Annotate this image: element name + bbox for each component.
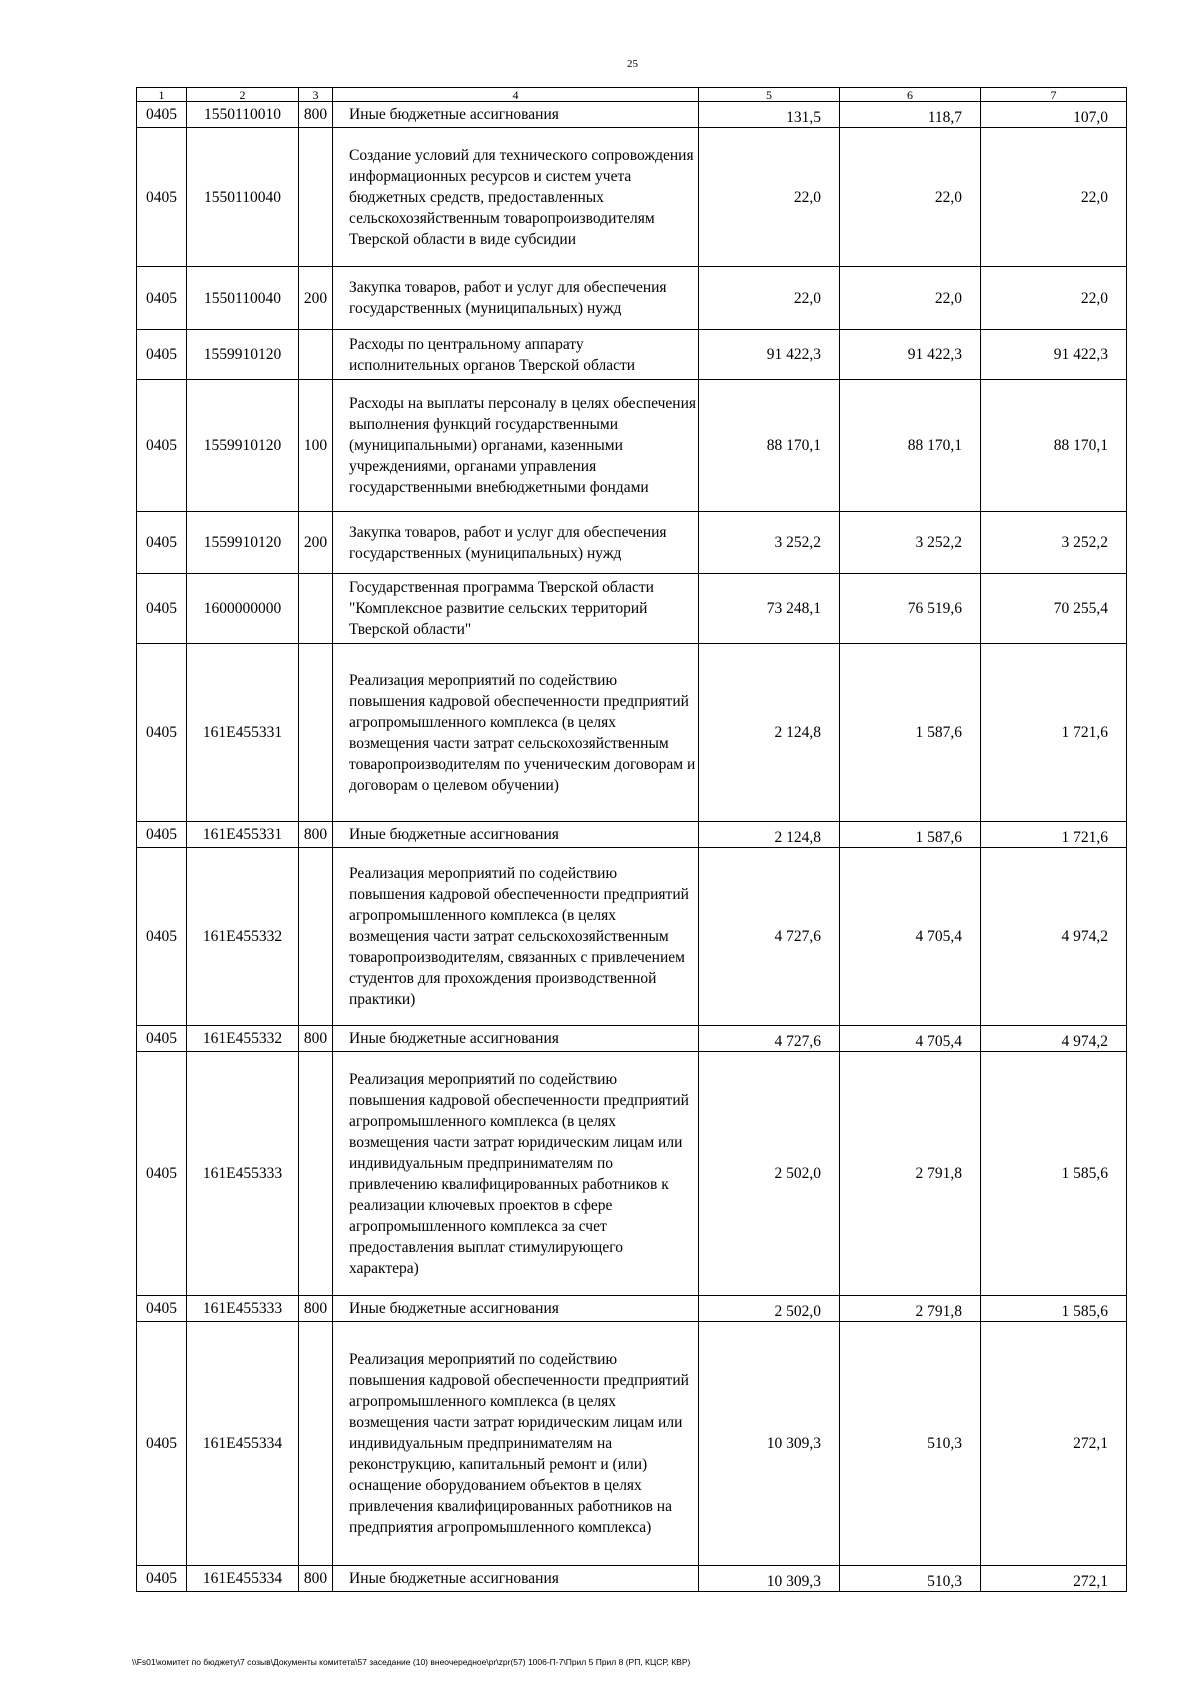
description-cell: Иные бюджетные ассигнования (333, 102, 699, 128)
section-cell: 0405 (137, 1322, 187, 1566)
table-row (137, 574, 1127, 644)
description-cell: Государственная программа Тверской области "Комплексное развитие сельских территорий Тверской области" (333, 574, 699, 644)
value-col6-cell: 4 705,4 (840, 1026, 981, 1052)
table-row (137, 644, 1127, 822)
description-cell: Иные бюджетные ассигнования (333, 822, 699, 848)
description-cell: Закупка товаров, работ и услуг для обеспечения государственных (муниципальных) нужд (333, 267, 699, 330)
type-cell (299, 574, 333, 644)
description-cell: Реализация мероприятий по содействию повышения кадровой обеспеченности предприятий агропромышленного комплекса (в целях возмещения части затрат юридическим лицам или индивидуальным предпринимателям на реконструкцию, капитальный ремонт и (или) оснащение оборудованием объектов в целях привлечения квалифицированных работников на предприятия агропромышленного комплекса) (333, 1322, 699, 1566)
section-cell: 0405 (137, 128, 187, 267)
value-col7-cell: 22,0 (981, 128, 1127, 267)
value-col7-cell: 4 974,2 (981, 848, 1127, 1026)
table-row (137, 330, 1127, 380)
value-col5-cell: 2 124,8 (699, 822, 840, 848)
section-cell: 0405 (137, 330, 187, 380)
code-cell: 161E455333 (187, 1052, 299, 1296)
value-col5-cell: 4 727,6 (699, 1026, 840, 1052)
value-col7-cell: 107,0 (981, 102, 1127, 128)
section-cell: 0405 (137, 267, 187, 330)
value-col7-cell: 70 255,4 (981, 574, 1127, 644)
section-cell: 0405 (137, 848, 187, 1026)
value-col5-cell: 10 309,3 (699, 1566, 840, 1592)
table-row (137, 512, 1127, 574)
header-cell-3: 3 (299, 88, 333, 102)
type-cell: 100 (299, 380, 333, 512)
value-col5-cell: 2 502,0 (699, 1296, 840, 1322)
type-cell: 200 (299, 512, 333, 574)
value-col7-cell: 1 721,6 (981, 644, 1127, 822)
header-cell-6: 6 (840, 88, 981, 102)
description-cell: Иные бюджетные ассигнования (333, 1296, 699, 1322)
description-cell: Иные бюджетные ассигнования (333, 1566, 699, 1592)
section-cell: 0405 (137, 380, 187, 512)
description-cell: Реализация мероприятий по содействию повышения кадровой обеспеченности предприятий агропромышленного комплекса (в целях возмещения части затрат сельскохозяйственным товаропроизводителям по ученическим договорам и договорам о целевом обучении) (333, 644, 699, 822)
section-cell: 0405 (137, 1052, 187, 1296)
header-cell-7: 7 (981, 88, 1127, 102)
value-col7-cell: 272,1 (981, 1322, 1127, 1566)
type-cell: 200 (299, 267, 333, 330)
description-cell: Иные бюджетные ассигнования (333, 1026, 699, 1052)
value-col6-cell: 76 519,6 (840, 574, 981, 644)
table-row (137, 1566, 1127, 1592)
table-row (137, 267, 1127, 330)
value-col7-cell: 1 585,6 (981, 1296, 1127, 1322)
type-cell (299, 330, 333, 380)
code-cell: 1550110040 (187, 267, 299, 330)
table-row (137, 1322, 1127, 1566)
type-cell (299, 128, 333, 267)
code-cell: 1559910120 (187, 512, 299, 574)
value-col6-cell: 510,3 (840, 1566, 981, 1592)
description-cell: Расходы по центральному аппарату исполнительных органов Тверской области (333, 330, 699, 380)
description-cell: Расходы на выплаты персоналу в целях обеспечения выполнения функций государственными (муниципальными) органами, казенными учреждениями, органами управления государственными внебюджетными фондами (333, 380, 699, 512)
value-col6-cell: 22,0 (840, 267, 981, 330)
value-col6-cell: 1 587,6 (840, 644, 981, 822)
header-cell-4: 4 (333, 88, 699, 102)
code-cell: 161E455332 (187, 1026, 299, 1052)
section-cell: 0405 (137, 574, 187, 644)
value-col6-cell: 3 252,2 (840, 512, 981, 574)
value-col6-cell: 2 791,8 (840, 1296, 981, 1322)
type-cell (299, 1052, 333, 1296)
type-cell: 800 (299, 102, 333, 128)
value-col5-cell: 2 124,8 (699, 644, 840, 822)
code-cell: 1600000000 (187, 574, 299, 644)
value-col6-cell: 118,7 (840, 102, 981, 128)
header-cell-2: 2 (187, 88, 299, 102)
budget-table (136, 87, 1127, 1592)
code-cell: 161E455334 (187, 1566, 299, 1592)
description-cell: Создание условий для технического сопровождения информационных ресурсов и систем учета бюджетных средств, предоставленных сельскохозяйственным товаропроизводителям Тверской области в виде субсидии (333, 128, 699, 267)
code-cell: 161E455331 (187, 822, 299, 848)
section-cell: 0405 (137, 644, 187, 822)
header-cell-1: 1 (137, 88, 187, 102)
value-col7-cell: 1 585,6 (981, 1052, 1127, 1296)
code-cell: 161E455334 (187, 1322, 299, 1566)
code-cell: 161E455332 (187, 848, 299, 1026)
value-col6-cell: 91 422,3 (840, 330, 981, 380)
value-col6-cell: 4 705,4 (840, 848, 981, 1026)
section-cell: 0405 (137, 1026, 187, 1052)
value-col7-cell: 1 721,6 (981, 822, 1127, 848)
value-col6-cell: 1 587,6 (840, 822, 981, 848)
value-col5-cell: 10 309,3 (699, 1322, 840, 1566)
section-cell: 0405 (137, 1296, 187, 1322)
section-cell: 0405 (137, 102, 187, 128)
value-col5-cell: 131,5 (699, 102, 840, 128)
header-row (137, 88, 1127, 102)
value-col7-cell: 272,1 (981, 1566, 1127, 1592)
table-row (137, 1026, 1127, 1052)
table-row (137, 128, 1127, 267)
value-col6-cell: 88 170,1 (840, 380, 981, 512)
type-cell: 800 (299, 1566, 333, 1592)
value-col7-cell: 91 422,3 (981, 330, 1127, 380)
value-col7-cell: 4 974,2 (981, 1026, 1127, 1052)
value-col5-cell: 22,0 (699, 267, 840, 330)
code-cell: 1550110010 (187, 102, 299, 128)
header-cell-5: 5 (699, 88, 840, 102)
section-cell: 0405 (137, 822, 187, 848)
type-cell (299, 848, 333, 1026)
table-row (137, 102, 1127, 128)
value-col5-cell: 4 727,6 (699, 848, 840, 1026)
value-col6-cell: 22,0 (840, 128, 981, 267)
description-cell: Реализация мероприятий по содействию повышения кадровой обеспеченности предприятий агропромышленного комплекса (в целях возмещения части затрат сельскохозяйственным товаропроизводителям, связанных с привлечением студентов для прохождения производственной практики) (333, 848, 699, 1026)
type-cell: 800 (299, 1296, 333, 1322)
type-cell (299, 644, 333, 822)
table-row (137, 1052, 1127, 1296)
value-col5-cell: 3 252,2 (699, 512, 840, 574)
code-cell: 161E455331 (187, 644, 299, 822)
value-col5-cell: 88 170,1 (699, 380, 840, 512)
file-path-footer: \\Fs01\комитет по бюджету\7 созыв\Документы комитета\57 заседание (10) внеочередное\pr\zpr(57) 1006-П-7\Прил 5 Прил 8 (РП, КЦСР, КВР) (132, 1657, 691, 1667)
section-cell: 0405 (137, 1566, 187, 1592)
value-col7-cell: 22,0 (981, 267, 1127, 330)
table-row (137, 380, 1127, 512)
type-cell: 800 (299, 1026, 333, 1052)
value-col6-cell: 510,3 (840, 1322, 981, 1566)
code-cell: 1550110040 (187, 128, 299, 267)
page-number: 25 (627, 58, 638, 70)
value-col5-cell: 91 422,3 (699, 330, 840, 380)
value-col5-cell: 22,0 (699, 128, 840, 267)
table-row (137, 1296, 1127, 1322)
description-cell: Реализация мероприятий по содействию повышения кадровой обеспеченности предприятий агропромышленного комплекса (в целях возмещения части затрат юридическим лицам или индивидуальным предпринимателям по привлечению квалифицированных работников к реализации ключевых проектов в сфере агропромышленного комплекса за счет предоставления выплат стимулирующего характера) (333, 1052, 699, 1296)
description-cell: Закупка товаров, работ и услуг для обеспечения государственных (муниципальных) нужд (333, 512, 699, 574)
type-cell: 800 (299, 822, 333, 848)
section-cell: 0405 (137, 512, 187, 574)
type-cell (299, 1322, 333, 1566)
value-col7-cell: 88 170,1 (981, 380, 1127, 512)
code-cell: 161E455333 (187, 1296, 299, 1322)
value-col7-cell: 3 252,2 (981, 512, 1127, 574)
table-row (137, 822, 1127, 848)
code-cell: 1559910120 (187, 380, 299, 512)
value-col6-cell: 2 791,8 (840, 1052, 981, 1296)
value-col5-cell: 2 502,0 (699, 1052, 840, 1296)
value-col5-cell: 73 248,1 (699, 574, 840, 644)
table-row (137, 848, 1127, 1026)
code-cell: 1559910120 (187, 330, 299, 380)
